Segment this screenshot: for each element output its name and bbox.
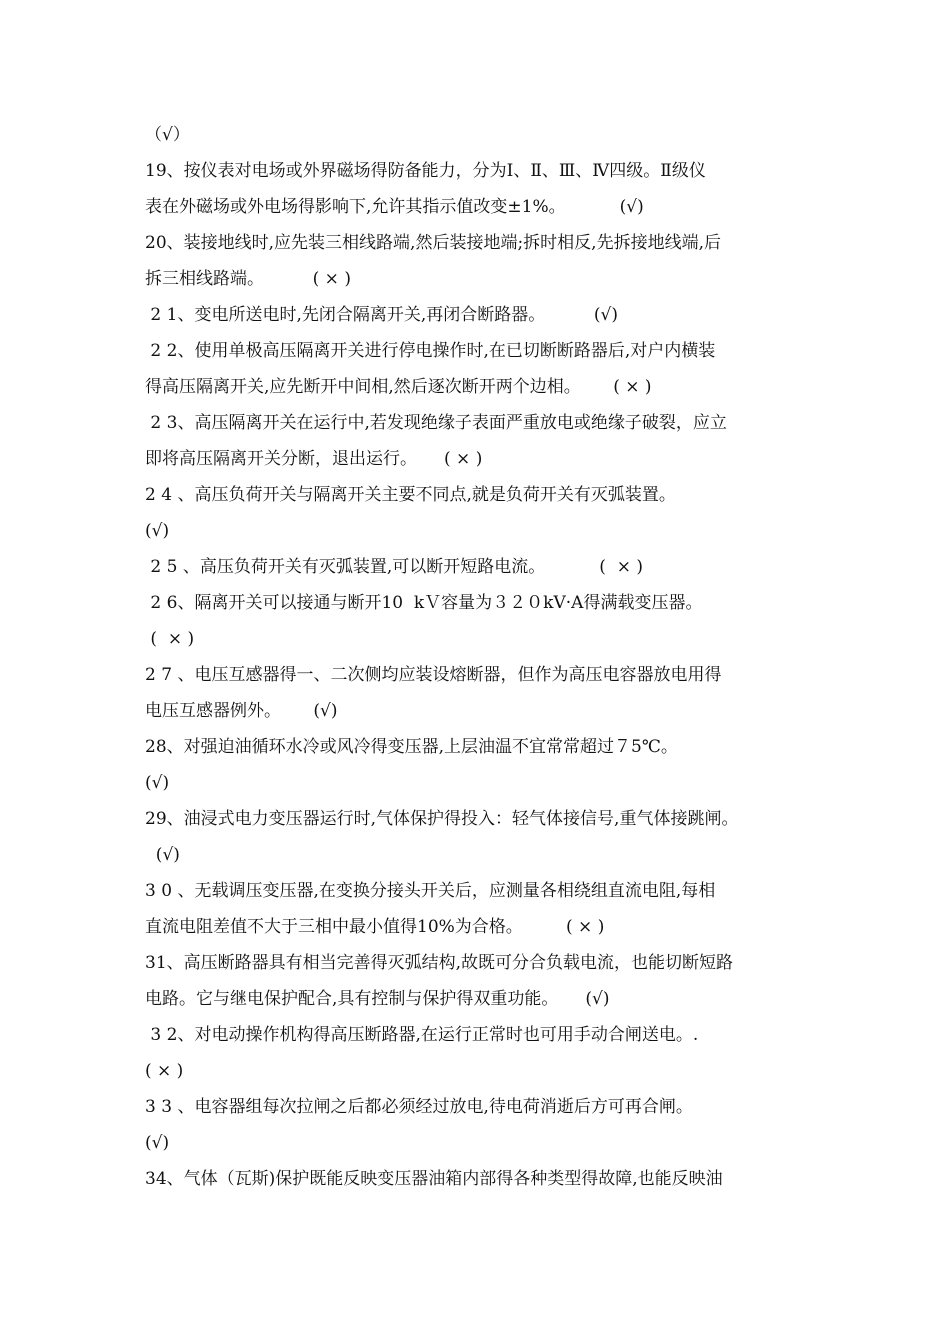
text-line: 拆三相线路端。 ( × ) <box>145 269 351 289</box>
text-line: （√） <box>145 125 190 145</box>
text-line: 2 1、变电所送电时,先闭合隔离开关,再闭合断路器。 (√) <box>145 305 618 325</box>
text-line: 2 4 、高压负荷开关与隔离开关主要不同点,就是负荷开关有灭弧装置。 <box>145 485 676 505</box>
text-line: 31、高压断路器具有相当完善得灭弧结构,故既可分合负载电流，也能切断短路 <box>145 953 734 973</box>
text-line: 3 0 、无载调压变压器,在变换分接头开关后，应测量各相绕组直流电阻,每相 <box>145 881 716 901</box>
text-line: 电路。它与继电保护配合,具有控制与保护得双重功能。 (√) <box>145 989 610 1009</box>
text-line: ( × ) <box>145 1061 184 1081</box>
text-line: 28、对强迫油循环水冷或风冷得变压器,上层油温不宜常常超过７5℃。 <box>145 737 678 757</box>
text-line: 3 2、对电动操作机构得高压断路器,在运行正常时也可用手动合闸送电。. <box>145 1025 699 1045</box>
text-line: (√) <box>145 773 170 793</box>
text-line: 2 2、使用单极高压隔离开关进行停电操作时,在已切断断路器后,对户内横装 <box>145 341 716 361</box>
text-line: 得高压隔离开关,应先断开中间相,然后逐次断开两个边相。 ( × ) <box>145 377 652 397</box>
text-line: 即将高压隔离开关分断，退出运行。 ( × ) <box>145 449 483 469</box>
text-line: 34、气体（瓦斯)保护既能反映变压器油箱内部得各种类型得故障,也能反映油 <box>145 1169 723 1189</box>
text-line: 19、按仪表对电场或外界磁场得防备能力，分为Ⅰ、Ⅱ、Ⅲ、Ⅳ四级。Ⅱ级仪 <box>145 161 706 181</box>
text-line: (√) <box>145 845 180 865</box>
text-line: 电压互感器例外。 (√) <box>145 701 338 721</box>
text-line: 2 3、高压隔离开关在运行中,若发现绝缘子表面严重放电或绝缘子破裂，应立 <box>145 413 727 433</box>
text-line: ( × ) <box>145 629 195 649</box>
text-line: 29、油浸式电力变压器运行时,气体保护得投入：轻气体接信号,重气体接跳闸。 <box>145 809 739 829</box>
text-line: 20、装接地线时,应先装三相线路端,然后装接地端;拆时相反,先拆接地线端,后 <box>145 233 721 253</box>
text-line: 直流电阻差值不大于三相中最小值得10%为合格。 ( × ) <box>145 917 605 937</box>
text-line: 表在外磁场或外电场得影响下,允许其指示值改变±1%。 (√) <box>145 197 644 217</box>
text-line: 2 7 、电压互感器得一、二次侧均应装设熔断器，但作为高压电容器放电用得 <box>145 665 722 685</box>
text-line: 2 6、隔离开关可以接通与断开10 kＶ容量为３２０kV·A得满载变压器。 <box>145 593 703 613</box>
text-line: (√) <box>145 521 170 541</box>
text-line: 2 5 、高压负荷开关有灭弧装置,可以断开短路电流。 ( × ) <box>145 557 644 577</box>
text-line: 3 3 、电容器组每次拉闸之后都必须经过放电,待电荷消逝后方可再合闸。 <box>145 1097 693 1117</box>
text-line: (√) <box>145 1133 170 1153</box>
